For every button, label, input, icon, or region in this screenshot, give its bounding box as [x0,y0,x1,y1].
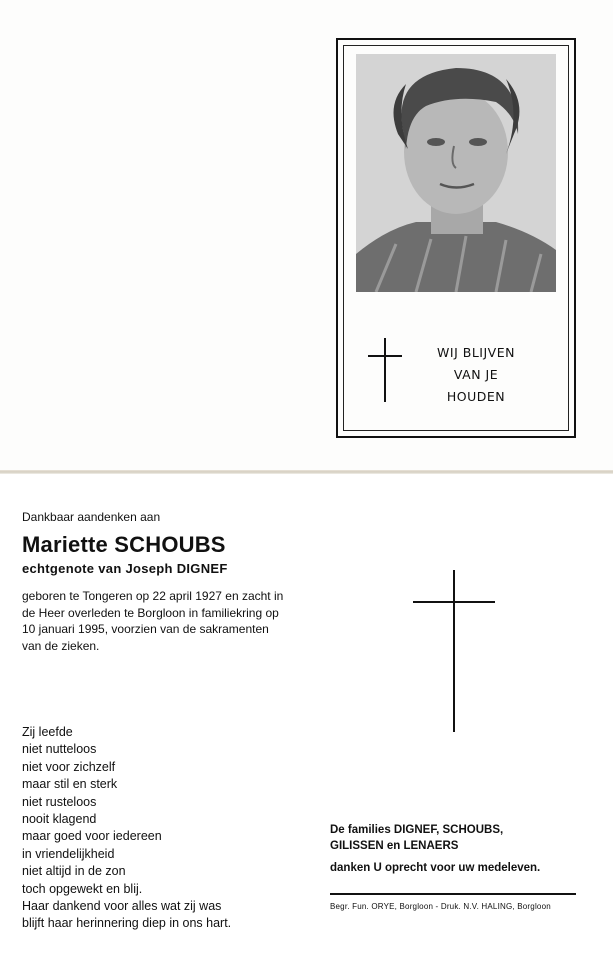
poem-line: niet rusteloos [22,794,97,809]
poem-line: in vriendelijkheid [22,846,115,861]
cross-icon [368,338,402,402]
poem-line: Zij leefde [22,725,73,739]
motto-line: WIJ BLIJVEN [437,345,515,360]
families-line: GILISSEN en LENAERS [330,840,459,852]
poem-line: maar goed voor iedereen [22,829,162,844]
card-motto [420,342,532,408]
bio-line: 10 januari 1995, voorzien van de sakramenten [22,622,269,636]
poem-line: niet nutteloos [22,742,97,757]
bio-line: van de zieken. [22,638,100,653]
portrait-photo [356,54,556,292]
bio-line: de Heer overleden te Borgloon in familiekring op [22,605,279,620]
memorial-intro: Dankbaar aandenken aan [22,510,161,524]
poem-line: niet altijd in de zon [22,864,126,879]
poem-line: blijft haar herinnering diep in ons hart. [22,916,232,931]
biography [22,588,292,654]
deceased-name: Mariette SCHOUBS [22,532,226,557]
divider [330,893,576,895]
poem-line: maar stil en sterk [22,777,118,792]
spouse-line: echtgenote van Joseph DIGNEF [22,561,228,576]
bio-line: geboren te Tongeren op 22 april 1927 en zacht in [22,589,284,603]
large-cross-icon [413,570,495,732]
families-line: De families DIGNEF, SCHOUBS, [330,824,504,836]
motto-line: VAN JE [453,367,499,382]
families-signature [330,822,503,854]
motto-line: HOUDEN [446,389,506,404]
thanks-line: danken U oprecht voor uw medeleven. [330,862,541,874]
poem-line: nooit klagend [22,812,97,827]
poem [22,724,231,933]
printer-credit: Begr. Fun. ORYE, Borgloon - Druk. N.V. HALING, Borgloon [330,902,551,911]
poem-line: toch opgewekt en blij. [22,881,143,896]
poem-line: niet voor zichzelf [22,759,116,774]
poem-line: Haar dankend voor alles wat zij was [22,899,222,914]
